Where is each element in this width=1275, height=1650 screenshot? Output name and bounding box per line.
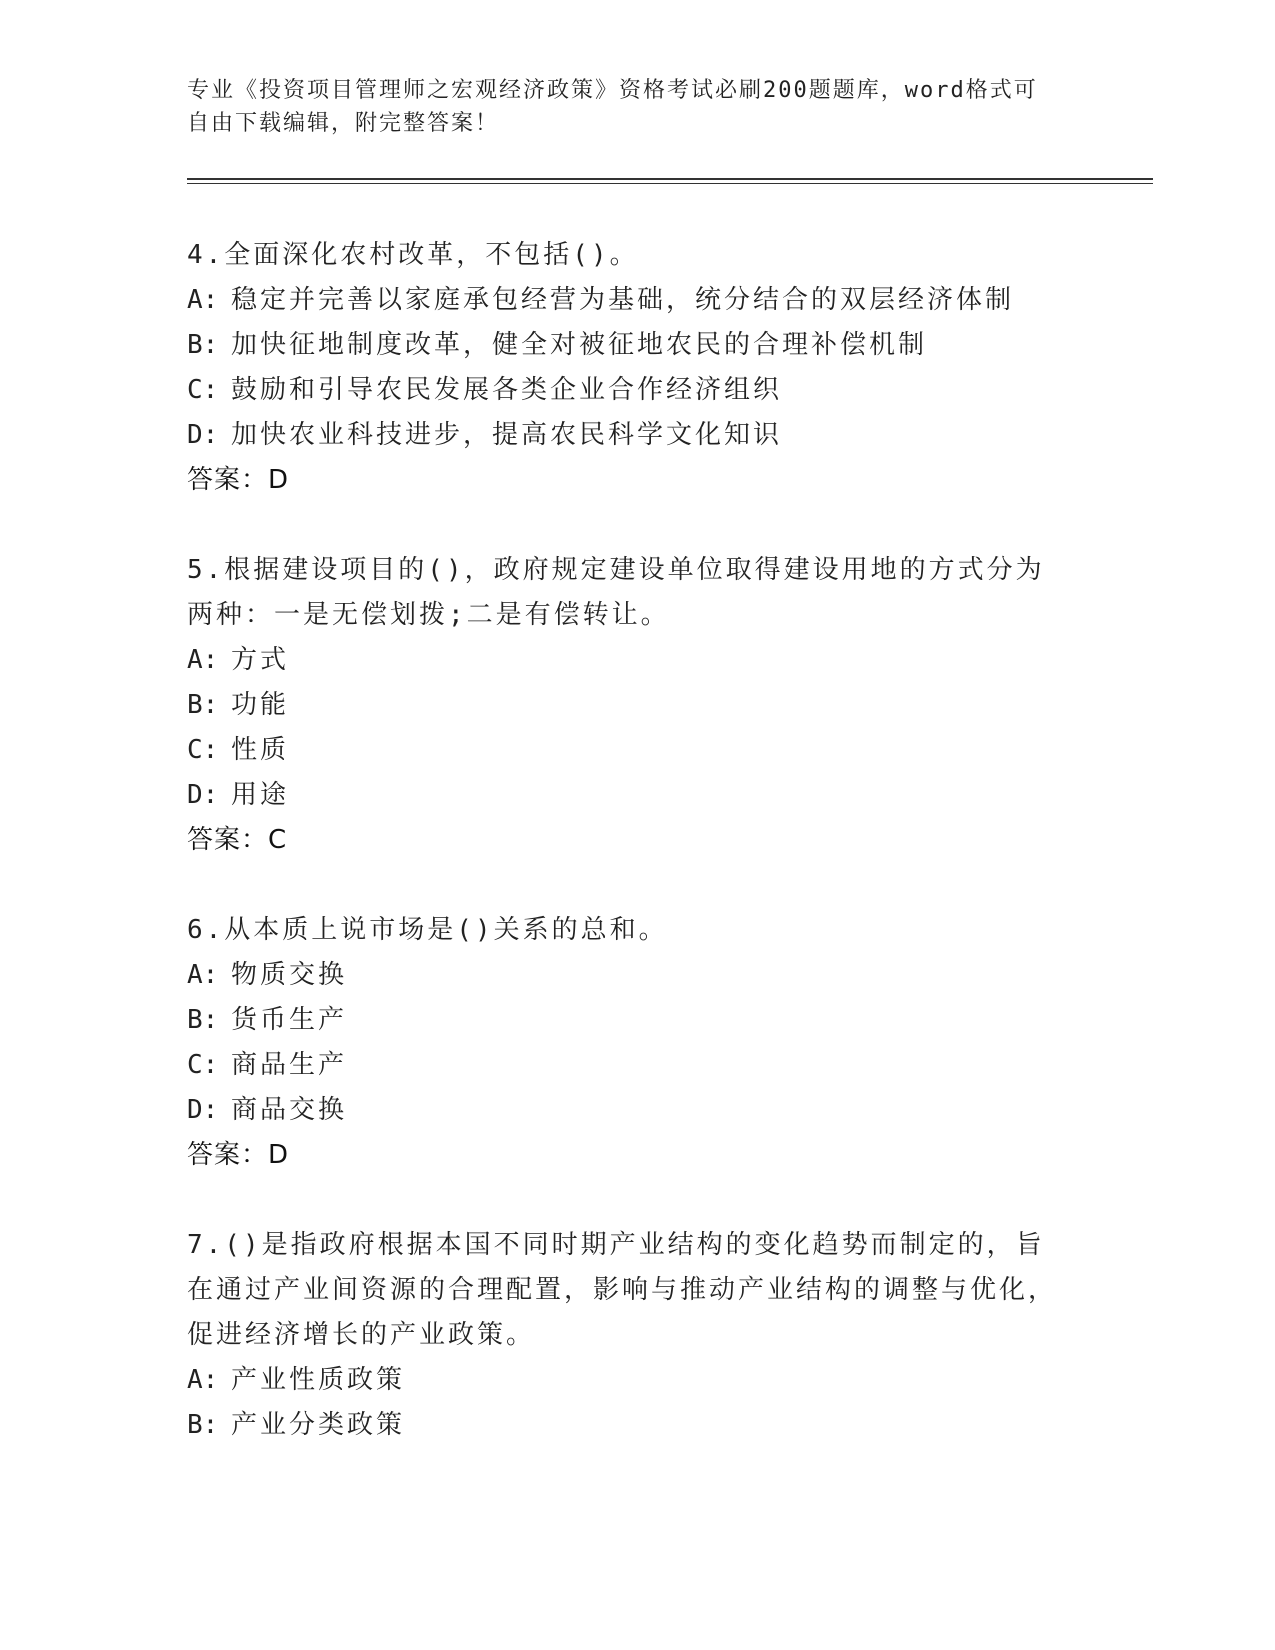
option-b bbox=[187, 1403, 1067, 1448]
option-text: 性质 bbox=[231, 735, 290, 765]
option-text: 产业性质政策 bbox=[231, 1365, 406, 1395]
option-letter: A: bbox=[187, 645, 219, 675]
question-stem: 7.()是指政府根据本国不同时期产业结构的变化趋势而制定的，旨在通过产业间资源的合理配置，影响与推动产业结构的调整与优化，促进经济增长的产业政策。 bbox=[187, 1230, 1058, 1350]
answer-line: 答案：C bbox=[187, 825, 288, 855]
option-letter: A: bbox=[187, 960, 219, 990]
answer-line: 答案：D bbox=[187, 1140, 290, 1170]
option-letter: C: bbox=[187, 735, 219, 765]
option-letter: B: bbox=[187, 330, 219, 360]
option-a bbox=[187, 953, 1067, 998]
option-letter: C: bbox=[187, 375, 219, 405]
option-c bbox=[187, 728, 1067, 773]
question-stem: 4.全面深化农村改革，不包括()。 bbox=[187, 240, 639, 270]
option-letter: C: bbox=[187, 1050, 219, 1080]
option-letter: A: bbox=[187, 285, 219, 315]
option-letter: D: bbox=[187, 420, 219, 450]
option-text: 货币生产 bbox=[231, 1005, 348, 1035]
question-5 bbox=[187, 548, 1067, 863]
question-list bbox=[187, 233, 1067, 1493]
question-stem: 6.从本质上说市场是()关系的总和。 bbox=[187, 915, 668, 945]
option-d bbox=[187, 1088, 1067, 1133]
option-text: 方式 bbox=[231, 645, 290, 675]
option-d bbox=[187, 773, 1067, 818]
question-7 bbox=[187, 1223, 1067, 1448]
option-text: 功能 bbox=[231, 690, 290, 720]
option-a bbox=[187, 278, 1067, 323]
header-divider-thick bbox=[187, 178, 1153, 180]
option-a bbox=[187, 638, 1067, 683]
option-text: 鼓励和引导农民发展各类企业合作经济组织 bbox=[231, 375, 783, 405]
option-text: 加快农业科技进步，提高农民科学文化知识 bbox=[231, 420, 783, 450]
header-line-2: 自由下载编辑，附完整答案！ bbox=[187, 111, 500, 136]
document-header bbox=[187, 74, 1067, 140]
option-c bbox=[187, 1043, 1067, 1088]
option-b bbox=[187, 683, 1067, 728]
option-letter: B: bbox=[187, 1410, 219, 1440]
option-letter: D: bbox=[187, 1095, 219, 1125]
option-text: 商品生产 bbox=[231, 1050, 348, 1080]
option-text: 产业分类政策 bbox=[231, 1410, 406, 1440]
option-text: 加快征地制度改革，健全对被征地农民的合理补偿机制 bbox=[231, 330, 928, 360]
option-letter: B: bbox=[187, 1005, 219, 1035]
header-divider-thin bbox=[187, 183, 1153, 184]
option-b bbox=[187, 323, 1067, 368]
question-4 bbox=[187, 233, 1067, 503]
option-b bbox=[187, 998, 1067, 1043]
option-text: 商品交换 bbox=[231, 1095, 348, 1125]
option-text: 物质交换 bbox=[231, 960, 348, 990]
option-letter: B: bbox=[187, 690, 219, 720]
answer-line: 答案：D bbox=[187, 465, 290, 495]
question-stem: 5.根据建设项目的()，政府规定建设单位取得建设用地的方式分为两种：一是无偿划拨;二是有偿转让。 bbox=[187, 555, 1045, 630]
option-letter: A: bbox=[187, 1365, 219, 1395]
question-6 bbox=[187, 908, 1067, 1178]
option-letter: D: bbox=[187, 780, 219, 810]
option-c bbox=[187, 368, 1067, 413]
header-line-1: 专业《投资项目管理师之宏观经济政策》资格考试必刷200题题库，word格式可 bbox=[187, 78, 1038, 103]
option-text: 稳定并完善以家庭承包经营为基础，统分结合的双层经济体制 bbox=[231, 285, 1015, 315]
option-d bbox=[187, 413, 1067, 458]
option-a bbox=[187, 1358, 1067, 1403]
option-text: 用途 bbox=[231, 780, 290, 810]
